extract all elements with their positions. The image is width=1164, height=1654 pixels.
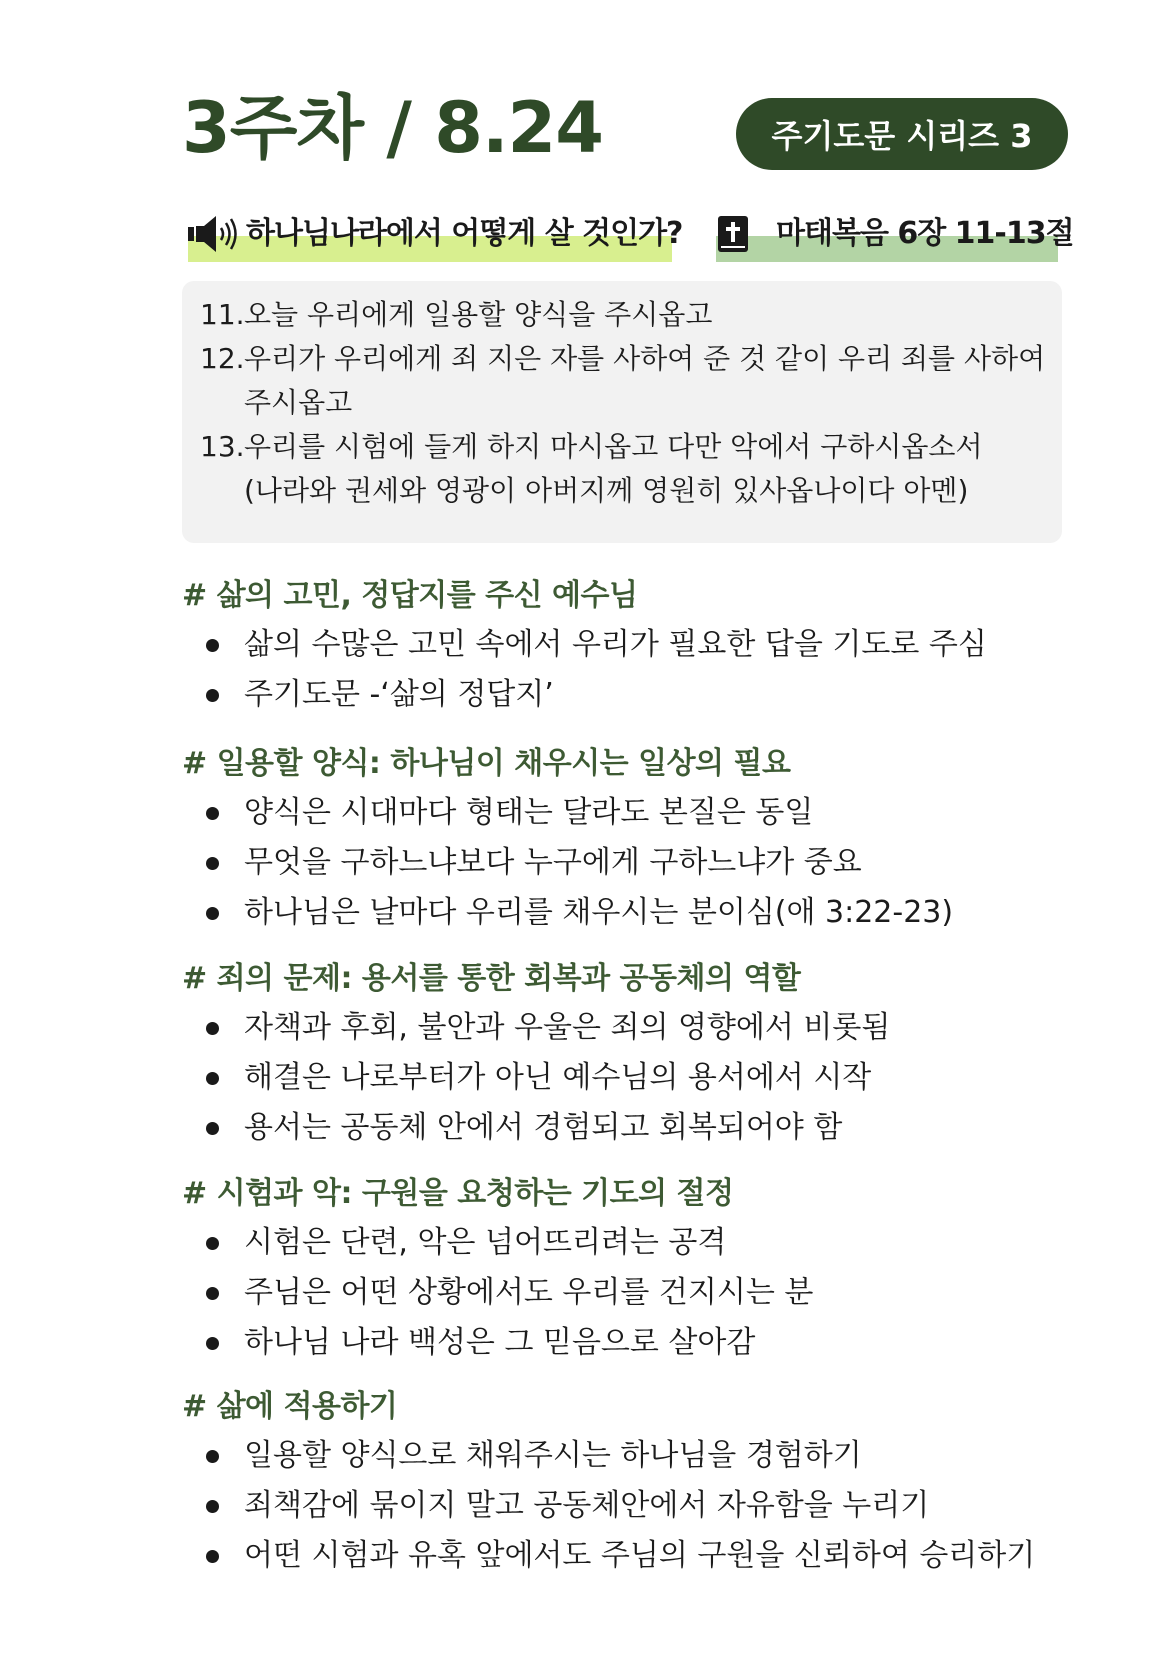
list-item [182, 670, 1082, 720]
bullet-dot [206, 639, 219, 652]
list-item [182, 1531, 1082, 1581]
verse-line: (나라와 권세와 영광이 아버지께 영원히 있사옵나이다 아멘) [244, 474, 969, 507]
verse-number: 12. [200, 342, 245, 375]
bullet-dot [206, 1550, 219, 1563]
list-item-text: 무엇을 구하느냐보다 누구에게 구하느냐가 중요 [244, 845, 862, 880]
list-item [182, 1218, 1082, 1268]
bullet-dot [206, 1237, 219, 1250]
series-badge: 주기도문 시리즈 3 [736, 98, 1068, 170]
bullet-list [182, 1003, 1082, 1153]
list-item-text: 용서는 공동체 안에서 경험되고 회복되어야 함 [244, 1110, 843, 1145]
list-item-text: 해결은 나로부터가 아닌 예수님의 용서에서 시작 [244, 1060, 872, 1095]
bullet-dot [206, 1337, 219, 1350]
speaker-icon [188, 214, 238, 254]
list-item [182, 1003, 1082, 1053]
list-item-text: 죄책감에 묶이지 말고 공동체안에서 자유함을 누리기 [244, 1488, 930, 1523]
page-title: 3주차 / 8.24 [182, 87, 603, 169]
section-heading: # 시험과 악: 구원을 요청하는 기도의 절정 [182, 1176, 734, 1211]
bullet-dot [206, 1122, 219, 1135]
list-item-text: 삶의 수많은 고민 속에서 우리가 필요한 답을 기도로 주심 [244, 627, 987, 662]
verse-line: 우리를 시험에 들게 하지 마시옵고 다만 악에서 구하시옵소서 [244, 430, 983, 463]
verse-13 [200, 425, 1050, 513]
list-item-text: 어떤 시험과 유혹 앞에서도 주님의 구원을 신뢰하여 승리하기 [244, 1538, 1036, 1573]
section-heading: # 삶의 고민, 정답지를 주신 예수님 [182, 578, 638, 613]
topic-tag [188, 206, 683, 262]
verse-12 [200, 337, 1050, 425]
bullet-dot [206, 1072, 219, 1085]
verse-11 [200, 293, 1050, 337]
section-daily-bread [182, 740, 1082, 938]
section-life-answers [182, 572, 1082, 720]
list-item [182, 1318, 1082, 1368]
topic-text: 하나님나라에서 어떻게 살 것인가? [246, 216, 683, 251]
list-item-text: 하나님 나라 백성은 그 믿음으로 살아감 [244, 1325, 756, 1360]
bullet-dot [206, 689, 219, 702]
section-sin-problem [182, 955, 1082, 1153]
bullet-dot [206, 857, 219, 870]
bullet-dot [206, 907, 219, 920]
list-item [182, 1103, 1082, 1153]
list-item-text: 자책과 후회, 불안과 우울은 죄의 영향에서 비롯됨 [244, 1010, 891, 1045]
bullet-dot [206, 1450, 219, 1463]
verse-line: 주시옵고 [244, 386, 353, 419]
list-item [182, 788, 1082, 838]
list-item-text: 일용할 양식으로 채워주시는 하나님을 경험하기 [244, 1438, 862, 1473]
verse-line: 오늘 우리에게 일용할 양식을 주시옵고 [244, 298, 713, 331]
bullet-dot [206, 1022, 219, 1035]
verse-ref-tag [716, 206, 1074, 262]
list-item [182, 1268, 1082, 1318]
list-item-text: 하나님은 날마다 우리를 채우시는 분이심(애 3:22-23) [244, 895, 954, 930]
section-heading: # 죄의 문제: 용서를 통한 회복과 공동체의 역할 [182, 961, 801, 996]
bullet-list [182, 1431, 1082, 1581]
list-item [182, 838, 1082, 888]
verse-number: 11. [200, 298, 245, 331]
list-item [182, 888, 1082, 938]
bullet-dot [206, 1287, 219, 1300]
bible-icon [716, 214, 752, 254]
scripture-box [182, 281, 1062, 543]
section-temptation-evil [182, 1170, 1082, 1368]
list-item-text: 주기도문 -‘삶의 정답지’ [244, 677, 554, 712]
list-item [182, 620, 1082, 670]
verse-number: 13. [200, 430, 245, 463]
verse-line: 우리가 우리에게 죄 지은 자를 사하여 준 것 같이 우리 죄를 사하여 [244, 342, 1046, 375]
section-heading: # 일용할 양식: 하나님이 채우시는 일상의 필요 [182, 746, 791, 781]
verse-ref-text: 마태복음 6장 11-13절 [776, 216, 1074, 251]
list-item-text: 시험은 단련, 악은 넘어뜨리려는 공격 [244, 1225, 727, 1260]
section-heading: # 삶에 적용하기 [182, 1389, 398, 1424]
bullet-list [182, 1218, 1082, 1368]
bullet-dot [206, 807, 219, 820]
bullet-list [182, 620, 1082, 720]
list-item-text: 양식은 시대마다 형태는 달라도 본질은 동일 [244, 795, 814, 830]
section-apply-to-life [182, 1383, 1082, 1581]
list-item [182, 1431, 1082, 1481]
bullet-dot [206, 1500, 219, 1513]
list-item [182, 1481, 1082, 1531]
list-item-text: 주님은 어떤 상황에서도 우리를 건지시는 분 [244, 1275, 814, 1310]
bullet-list [182, 788, 1082, 938]
list-item [182, 1053, 1082, 1103]
